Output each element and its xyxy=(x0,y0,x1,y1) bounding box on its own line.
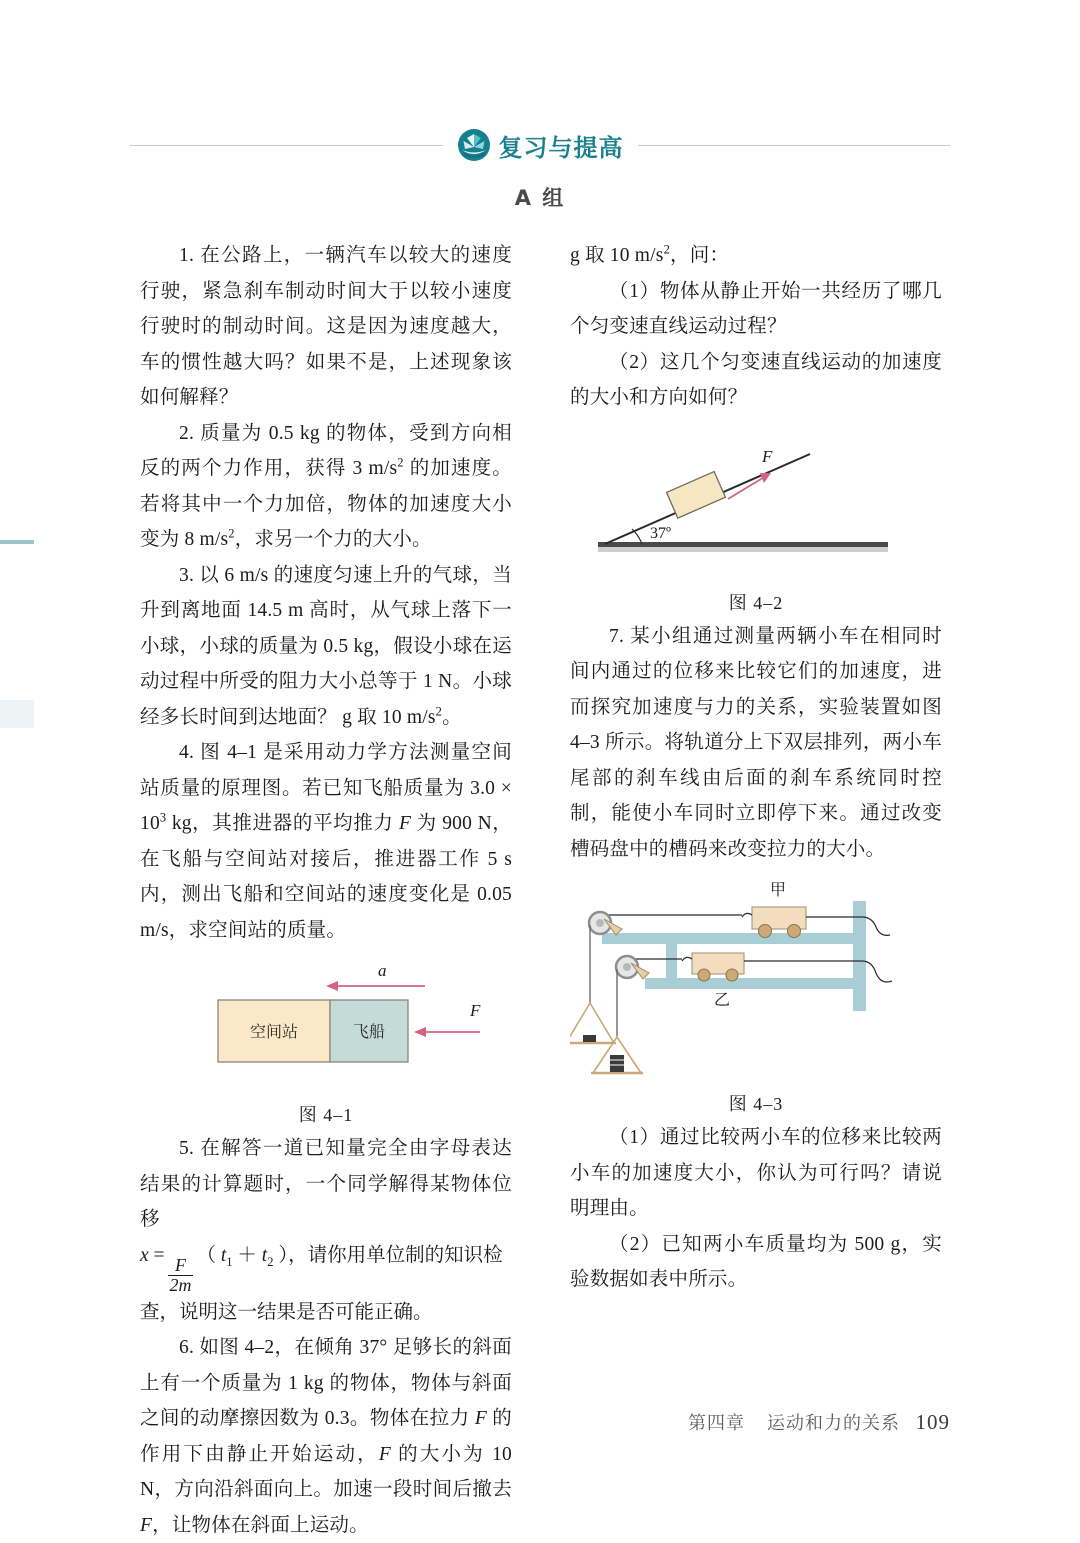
item-7-number: 7. xyxy=(609,625,625,647)
item-6-text-d: ，让物体在斜面上运动。 xyxy=(152,1514,369,1536)
item-2-text-b: 的加速度。若将其中一个力加倍，物体的加速度大小变为 8 m/s xyxy=(140,458,513,550)
item-1-text: 在公路上，一辆汽车以较大的速度行驶，紧急刹车制动时间大于以较小速度行驶时的制动时间。这是因为速度越大，车的惯性越大吗？如果不是，上述现象该如何解释？ xyxy=(140,245,512,408)
formula-t1: t xyxy=(220,1244,227,1266)
item-3-text-a: 以 6 m/s 的速度匀速上升的气球，当升到离地面 14.5 m 高时，从气球上落下一小球，小球的质量为 0.5 kg，假设小球在运动过程中所受的阻力大小总等于 1 N。小球经多长时间到达地面？ g 取 10 m/s xyxy=(140,564,512,728)
item-6-question-2: （2）这几个匀变速直线运动的加速度的大小和方向如何？ xyxy=(570,351,942,408)
right-column xyxy=(570,238,942,1298)
figure-4-1-caption: 图 4–1 xyxy=(298,1105,354,1125)
item-6-text-c: 的大小为 10 N，方向沿斜面向上。加速一段时间后撤去 xyxy=(140,1443,512,1501)
item-3-sup-a: 2 xyxy=(435,704,443,718)
item-4-sup-a: 3 xyxy=(159,810,167,825)
group-heading: A 组 xyxy=(514,186,566,210)
item-2-text-a: 质量为 0.5 kg 的物体，受到方向相反的两个力作用，获得 3 m/s xyxy=(140,422,512,479)
header-title: 复习与提高 xyxy=(498,133,624,162)
item-3-number: 3. xyxy=(179,564,195,586)
figure-4-2 xyxy=(570,426,942,615)
exercise-item-3 xyxy=(140,558,512,736)
page-header xyxy=(130,120,950,170)
item-3-text-b: 。 xyxy=(442,706,462,728)
item-6-text-a: 如图 4–2，在倾角 37° 足够长的斜面上有一个质量为 1 kg 的物体，物体与斜面之间的动摩擦因数为 0.3。物体在拉力 xyxy=(140,1337,512,1430)
right-top-text-b: ，问： xyxy=(670,245,730,266)
right-top-text-a: g 取 10 m/s xyxy=(570,245,664,266)
edge-tab-marker-top xyxy=(0,540,34,544)
exercise-item-6 xyxy=(140,1330,512,1543)
item-5-number: 5. xyxy=(179,1138,195,1159)
exercise-item-2 xyxy=(140,416,512,558)
item-2-sup-a: 2 xyxy=(397,455,404,470)
formula-t2-sub: 2 xyxy=(267,1254,274,1269)
figure-4-3-caption: 图 4–3 xyxy=(728,1094,784,1114)
exercise-item-1 xyxy=(140,238,512,416)
formula-t1-sub: 1 xyxy=(226,1254,233,1269)
formula-t2: t xyxy=(261,1244,268,1266)
figure-4-1-label-station: 空间站 xyxy=(249,1022,299,1041)
footer-chapter: 第四章 xyxy=(688,1413,745,1433)
item-5-formula-line xyxy=(140,1238,512,1331)
item-6-symbol-F3: F xyxy=(140,1514,153,1536)
item-6-question-1: （1）物体从静止开始一共经历了哪几个匀变速直线运动过程？ xyxy=(570,280,942,337)
item-4-text-a: 图 4–1 是采用动力学方法测量空间站质量的原理图。若已知飞船质量为 3.0 × 10 xyxy=(140,742,512,834)
header-rule-right xyxy=(638,145,951,146)
header-rule-left xyxy=(130,145,443,146)
item-6-text-b: 的作用下由静止开始运动， xyxy=(140,1408,512,1465)
item-7-question-1: （1）通过比较两小车的位移来比较两小车的加速度大小，你认为可行吗？请说明理由。 xyxy=(570,1127,942,1219)
figure-4-2-caption: 图 4–2 xyxy=(728,592,784,613)
figure-4-3 xyxy=(570,877,942,1116)
formula-fraction xyxy=(168,1256,194,1295)
right-top-sup-a: 2 xyxy=(663,242,670,257)
item-4-symbol-F: F xyxy=(398,813,412,834)
item-2-sup-b: 2 xyxy=(228,526,235,541)
item-7-text: 某小组通过测量两辆小车在相同时间内通过的位移来比较它们的加速度，进而探究加速度与力的关系，实验装置如图 4–3 所示。将轨道分上下双层排列，两小车尾部的刹车线由后面的刹车系统同时控制，能使小车同时立即停下来。通过改变槽码盘中的槽码来改变拉力的大小。 xyxy=(570,625,942,860)
formula-paren-group: （ $t_1 + t_2$ ） xyxy=(196,1244,289,1269)
footer-page-number: 109 xyxy=(915,1410,950,1434)
figure-4-2-angle-label: 37º xyxy=(650,524,671,542)
item-2-text-c: ，求另一个力的大小。 xyxy=(234,529,432,550)
figure-4-1-arrow-F-label: F xyxy=(470,1001,481,1020)
figure-4-1 xyxy=(140,958,512,1127)
formula-equals: = xyxy=(153,1244,165,1266)
edge-tab-marker-bottom xyxy=(0,700,34,728)
item-6-number: 6. xyxy=(179,1337,195,1359)
figure-4-3-cart-top-label: 甲 xyxy=(769,880,787,899)
figure-4-3-cart-bottom-label: 乙 xyxy=(713,990,731,1009)
item-4-text-c: 为 900 N，在飞船与空间站对接后，推进器工作 5 s 内，测出飞船和空间站的速度变化是 0.05 m/s，求空间站的质量。 xyxy=(140,813,512,941)
item-7-question-2: （2）已知两小车质量均为 500 g，实验数据如表中所示。 xyxy=(570,1233,942,1290)
item-6-continuation xyxy=(570,238,942,274)
exercise-item-5 xyxy=(140,1131,512,1238)
figure-4-2-force-label: F xyxy=(762,446,773,466)
page-footer xyxy=(688,1409,950,1435)
exercise-item-4 xyxy=(140,735,512,948)
item-5-text-b: ，请你用单位制的知识检查，说明这一结果是否可能正确。 xyxy=(140,1244,503,1323)
item-4-number: 4. xyxy=(179,742,195,763)
exercise-item-7 xyxy=(570,619,942,868)
footer-chapter-title: 运动和力的关系 xyxy=(767,1413,900,1433)
formula-denominator: 2m xyxy=(169,1275,192,1296)
item-4-text-b: kg，其推进器的平均推力 xyxy=(166,813,399,834)
item-6-symbol-F1: F xyxy=(474,1408,487,1430)
figure-4-1-arrow-a-label: a xyxy=(378,961,387,980)
figure-4-1-label-spacecraft: 飞船 xyxy=(352,1022,386,1041)
item-1-number: 1. xyxy=(179,245,195,266)
formula-lhs: x xyxy=(140,1244,149,1266)
item-2-number: 2. xyxy=(179,422,195,444)
item-5-text-a: 在解答一道已知量完全由字母表达结果的计算题时，一个同学解得某物体位移 xyxy=(140,1138,512,1230)
left-column xyxy=(140,238,512,1543)
formula-numerator: F xyxy=(175,1255,186,1276)
fan-leaf-emblem-icon xyxy=(457,128,491,162)
item-6-symbol-F2: F xyxy=(378,1443,392,1465)
